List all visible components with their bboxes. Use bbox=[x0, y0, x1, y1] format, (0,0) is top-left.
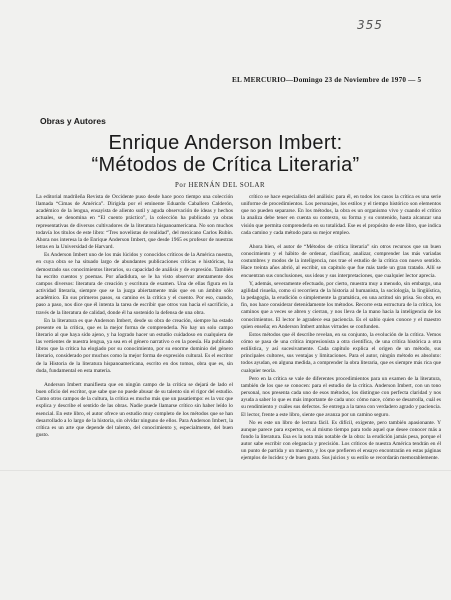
paragraph: Anderson Imbert manifiesta que en ningún campo de la crítica se dejará de lado el buen oficio del escritor, que sabe que no puede abusar de su talento sin el rigor del estudio. Como otros campos de la cultura, la crítica es mucho más que un pasatiempo: es la voz que explica y describe el sentido de las obras. Nadie puede llamarse crítico sin haber leído lo esencial. En este libro, el autor ofrece un estudio muy completo de los métodos que se han desarrollado a lo largo de la historia, sin olvidar ninguno de ellos. Para Anderson Imbert, la crítica es un arte que depende del talento, del conocimiento y, especialmente, del buen gusto. bbox=[36, 381, 234, 438]
paragraph: Es Anderson Imbert uno de los más lúcidos y conocidos críticos de la América nuestra, en cuya obra se ha situado largo de abundantes publicaciones críticas e históricas, ha demostrado sus conocimientos literarios, su capacidad de análisis y de expresión. También ha escrito cuentos y poemas. Por añadidura, se le ha visto observar atentamente dos campos diversos: literatura de creación y escritura de examen. Una de ellas figura en la actividad literaria, siempre que se la juzga abiertamente más que en un ámbito sólo académico. En sus primeros pasos, su camino es la crítica y el cuento. Por eso, cuando, paso a paso, nos dice que él intenta la tarea de escribir que otros van hacia el sacrificio, a través de la literatura de calidad, donde él ha sostenido la defensa de una obra. bbox=[36, 252, 233, 316]
section-heading: Obras y Autores bbox=[40, 116, 106, 126]
article-column-left bbox=[36, 194, 233, 440]
article-title-line-2: “Métodos de Crítica Literaria” bbox=[91, 154, 360, 176]
paper-fold-line bbox=[0, 470, 451, 471]
paragraph: Pero en la crítica se vale de diferentes procedimientos para un examen de la literatura, también de los que se conocen: para el estudio de la crítica. Anderson Imbert, con un tono personal, nos presenta cada uno de esos métodos, los distingue con perfecta claridad y nos ayuda a saber lo que es más importante de cada uno: cómo nace, cómo se desarrolla, cuál es su rendimiento y cuáles sus defectos. Se entrega a la tarea con verdadero agrado y paciencia. El lector, frente a este libro, siente que avanza por un camino seguro. bbox=[241, 375, 441, 418]
handwritten-page-number: 355 bbox=[357, 18, 383, 32]
paragraph: Y, además, severamente efectuado, por cierto, muestra muy a menudo, sin embargo, una agilidad risueña, como si recorriera de la historia al humanista, la sociología, la lingüística, la pedagogía, la erudición o simplemente la gramática, en una actitud sin prisa. Su obra, en fin, nos hace considerar detenidamente los métodos. Recorre esta estructura de la crítica, los caminos que a veces se abren y cierran, y nos lleva de la mano hacia la inteligencia de los conocimientos. El lector le agradece esa paciencia. Es el sabio quien conoce y el maestro quien enseña; en Anderson Imbert ambas virtudes se confunden. bbox=[241, 280, 441, 330]
article-title-line-1: Enrique Anderson Imbert: bbox=[108, 132, 343, 154]
paragraph: Ahora bien, el autor de “Métodos de crítica literaria” sin otros recursos que un buen conocimiento y el hábito de ordenar, clasificar, analizar, comprender las más variadas costumbres y modos de la inteligencia, nos trae el estudio de la crítica con nuevo sentido. Hace treinta años abrió, al escribir, un capítulo que fue más tarde un gran tratado. Allí se encuentran sus conclusiones, sus ideas y sus interpretaciones, que cualquier lector aprecia. bbox=[241, 243, 441, 279]
paragraph: No es este un libro de lectura fácil. Es difícil, exigente, pero también apasionante. Y aunque parece para expertos, es al mismo tiempo para todo aquel que desee conocer más a fondo la literatura. Esa es la nota más notable de la obra: la erudición jamás pesa, porque el autor sabe escribir con elegancia y precisión. Los críticos de nuestra América tendrán en él un punto de partida y un maestro, y los que prefieren el ensayo encontrarán en estas páginas ejemplos de lucidez y de buen gusto. Sus juicios y su estilo se recordarán memorablemente. bbox=[241, 419, 441, 462]
article-column-right bbox=[241, 194, 441, 464]
article-byline: Por HERNÁN DEL SOLAR bbox=[175, 182, 266, 189]
paragraph: La editorial madrileña Revista de Occidente puso desde hace poco tiempo una colección llamada “Cimas de América”. Dirigida por el eminente Eduardo Caballero Calderón, académico de la lengua, ensayista de aliento sutil y aguda observación de ideas y hechos actuales, se denomina en “El cuento práctico”, la colección ha publicado ya obras representativas de diversos cultivadores de la literatura hispanoamericana. No son muchos todavía los títulos de este libro: “Tres novelistas de realidad”, del mexicano Carlos Rubín. Ahora nos interesa la de Enrique Anderson Imbert, que desde 1965 es profesor de nuestras letras en la Universidad de Harvard. bbox=[36, 194, 233, 251]
paragraph: crítico se hace especialista del análisis: para él, en todos los casos la crítica es una serie uniforme de procedimientos. Los personajes, los estilos y el tiempo histórico son elementos que no pueden separarse. En los métodos, la obra es un organismo vivo y cuando el crítico la analiza debe tener en cuenta su contexto, su forma y su contenido, hasta alcanzar una visión que permita comprenderla en su totalidad. Ese es el propósito de este libro, que indica cada camino y cada método para su mejor empleo. bbox=[241, 194, 441, 236]
paragraph: En la literatura es que Anderson Imbert, desde su obra de creación, siempre ha estado presente en la crítica, que es la mejor forma de comprenderla. No hay un solo campo literario al que haya sido ajeno, y ha logrado hacer un estudio cuidadoso en cualquiera de las vertientes de nuestra lengua, ya sea en el género narrativo o en la poesía. Ha publicado libros que la crítica ha elogiado por su conocimiento, por su enorme dominio del género literario, considerado por muchos como la mejor forma de expresión cultural. Es el escritor de la Historia de la literatura hispanoamericana, escrito en dos tomos, obra que es, sin duda, fundamental en esta materia. bbox=[36, 317, 233, 374]
newspaper-masthead: EL MERCURIO—Domingo 23 de Noviembre de 1970 — 5 bbox=[232, 76, 422, 84]
paragraph: Estos métodos que él describe revelan, en su conjunto, la evolución de la crítica. Vemos cómo se pasa de una crítica impresionista a otra científica, de una crítica histórica a otra estilística, y así sucesivamente. Cada capítulo explica el origen de un método, sus principales cultores, sus ventajas y limitaciones. Para el autor, ningún método es absoluto: todos ayudan, en alguna medida, a comprender la obra literaria, que es siempre más rica que cualquier teoría. bbox=[241, 331, 441, 374]
